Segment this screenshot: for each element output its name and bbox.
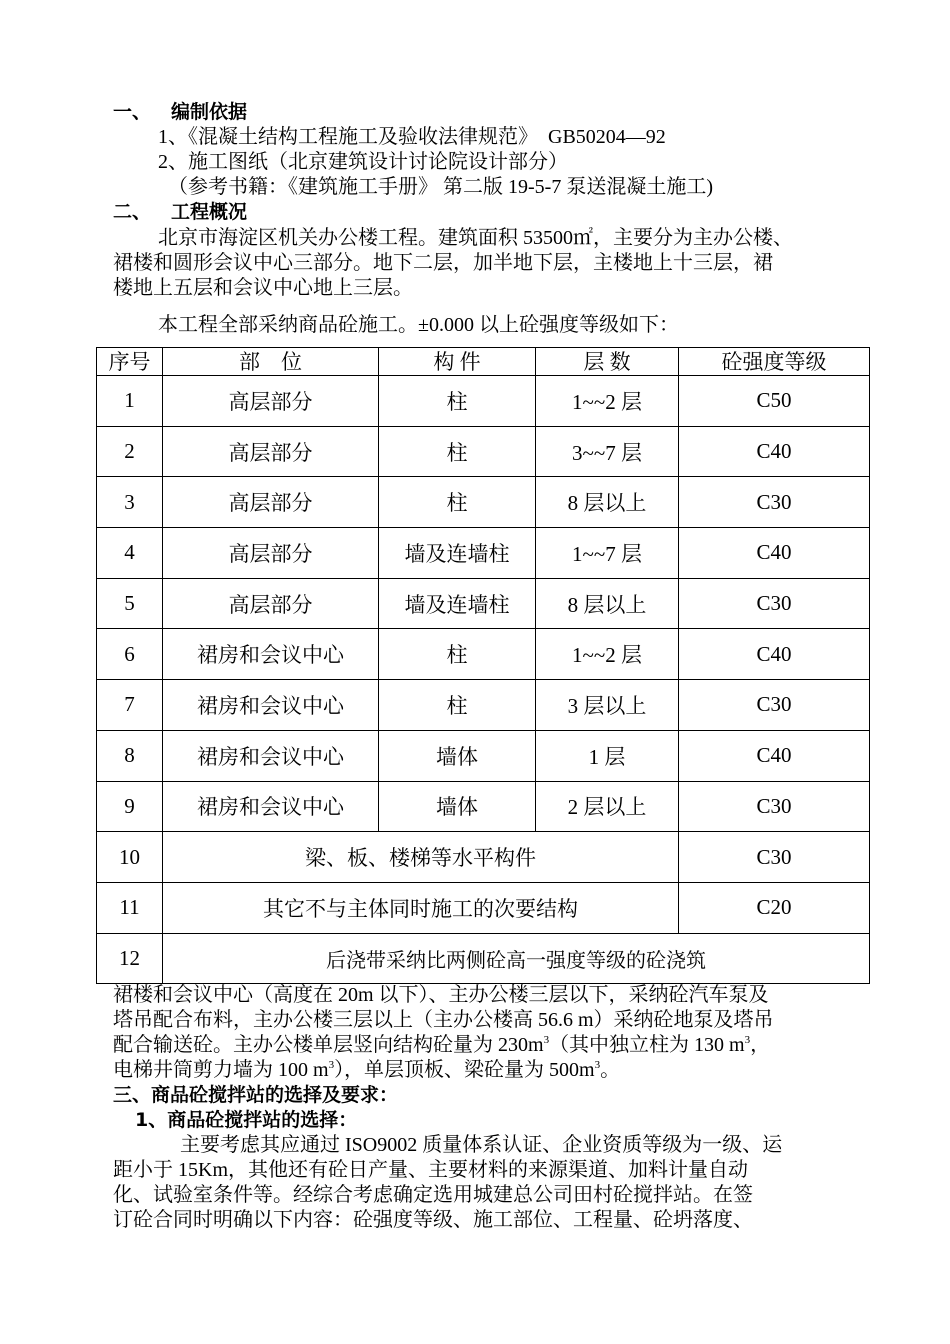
section-3-heading: 三、商品砼搅拌站的选择及要求： [113, 1084, 399, 1106]
plant-line-1: 主要考虑其应通过 ISO9002 质量体系认证、企业资质等级为一级、运 [180, 1134, 783, 1156]
pumping-line-4-b: ），单层顶板、梁砼量为 500m [334, 1059, 595, 1081]
cell-floors: 1~~7 层 [536, 528, 679, 579]
table-row [97, 781, 870, 832]
section-1-number: 一、 [113, 101, 152, 123]
table-row [97, 730, 870, 781]
cell-floors: 1~~2 层 [536, 376, 679, 427]
cell-no: 9 [97, 781, 163, 832]
cell-floors: 1~~2 层 [536, 629, 679, 680]
cell-no: 12 [97, 933, 163, 984]
overview-line-1: 北京市海淀区机关办公楼工程。建筑面积 53500㎡，主要分为主办公楼、 [158, 227, 793, 249]
cell-no: 1 [97, 376, 163, 427]
table-header-row [97, 348, 870, 376]
cell-no: 11 [97, 882, 163, 933]
plant-line-2: 距小于 15Km，其他还有砼日产量、主要材料的来源渠道、加料计量自动 [113, 1159, 748, 1181]
cell-grade: C20 [679, 882, 870, 933]
cell-no: 4 [97, 528, 163, 579]
superscript-3: 3 [543, 1034, 550, 1046]
cell-member: 墙及连墙柱 [379, 528, 536, 579]
pumping-line-3-a: 配合输送砼。主办公楼单层竖向结构砼量为 230m [113, 1034, 544, 1056]
table-row [97, 578, 870, 629]
reference-item-2: 2、施工图纸（北京建筑设计讨论院设计部分） [158, 151, 568, 173]
cell-part: 裙房和会议中心 [163, 629, 379, 680]
table-row [97, 680, 870, 731]
cell-grade: C30 [679, 578, 870, 629]
section-2-number: 二、 [113, 201, 152, 223]
plant-line-3: 化、试验室条件等。经综合考虑确定选用城建总公司田村砼搅拌站。在签 [113, 1184, 753, 1206]
superscript-3: 3 [744, 1034, 751, 1046]
header-part: 部 位 [163, 348, 379, 376]
cell-part: 裙房和会议中心 [163, 680, 379, 731]
cell-part: 高层部分 [163, 426, 379, 477]
table-row [97, 528, 870, 579]
cell-grade: C40 [679, 629, 870, 680]
cell-member: 柱 [379, 629, 536, 680]
section-2-heading [113, 200, 247, 224]
cell-part: 高层部分 [163, 528, 379, 579]
cell-member: 柱 [379, 376, 536, 427]
cell-member: 柱 [379, 426, 536, 477]
reference-item-3: （参考书籍：《建筑施工手册》 第二版 19-5-7 泵送混凝土施工) [168, 176, 713, 198]
reference-item-1: 1、《混凝土结构工程施工及验收法律规范》 GB50204—92 [158, 126, 666, 148]
pumping-line-2: 塔吊配合布料，主办公楼三层以上（主办公楼高 56.6 m）采纳砼地泵及塔吊 [113, 1009, 774, 1031]
cell-part: 高层部分 [163, 477, 379, 528]
pumping-line-4-a: 电梯井筒剪力墙为 100 m [113, 1059, 329, 1081]
overview-line-2: 裙楼和圆形会议中心三部分。地下二层，加半地下层，主楼地上十三层，裙 [113, 252, 773, 274]
plant-line-4: 订砼合同时明确以下内容：砼强度等级、施工部位、工程量、砼坍落度、 [113, 1209, 753, 1231]
header-no: 序号 [97, 348, 163, 376]
section-2-title: 工程概况 [171, 201, 248, 223]
table-row-merged [97, 882, 870, 933]
pumping-line-3-c: ， [750, 1034, 771, 1056]
cell-note: 后浇带采纳比两侧砼高一强度等级的砼浇筑 [163, 933, 870, 984]
section-1-heading [113, 100, 247, 124]
section-3-subheading: 1、商品砼搅拌站的选择： [135, 1109, 358, 1131]
header-grade: 砼强度等级 [679, 348, 870, 376]
pumping-line-3-b: （其中独立柱为 130 m [549, 1034, 745, 1056]
table-row [97, 426, 870, 477]
cell-floors: 3~~7 层 [536, 426, 679, 477]
cell-part: 裙房和会议中心 [163, 730, 379, 781]
cell-grade: C40 [679, 730, 870, 781]
cell-no: 3 [97, 477, 163, 528]
cell-member: 墙体 [379, 730, 536, 781]
table-row [97, 477, 870, 528]
header-member: 构 件 [379, 348, 536, 376]
cell-member: 柱 [379, 680, 536, 731]
cell-grade: C30 [679, 832, 870, 883]
cell-part: 高层部分 [163, 578, 379, 629]
cell-grade: C40 [679, 528, 870, 579]
cell-floors: 3 层以上 [536, 680, 679, 731]
cell-member: 墙及连墙柱 [379, 578, 536, 629]
cell-no: 2 [97, 426, 163, 477]
cell-no: 8 [97, 730, 163, 781]
table-row [97, 376, 870, 427]
cell-floors: 8 层以上 [536, 578, 679, 629]
section-1-title: 编制依据 [171, 101, 248, 123]
cell-desc: 其它不与主体同时施工的次要结构 [163, 882, 679, 933]
cell-floors: 8 层以上 [536, 477, 679, 528]
pumping-line-4-c: 。 [600, 1059, 621, 1081]
pumping-line-1: 裙楼和会议中心（高度在 20m 以下）、主办公楼三层以下，采纳砼汽车泵及 [113, 984, 769, 1006]
table-row [97, 629, 870, 680]
cell-member: 柱 [379, 477, 536, 528]
cell-no: 5 [97, 578, 163, 629]
grade-intro: 本工程全部采纳商品砼施工。±0.000 以上砼强度等级如下： [158, 314, 679, 336]
cell-grade: C40 [679, 426, 870, 477]
cell-floors: 1 层 [536, 730, 679, 781]
concrete-grade-table [96, 347, 870, 984]
cell-grade: C30 [679, 477, 870, 528]
table-row-merged [97, 832, 870, 883]
header-floors: 层 数 [536, 348, 679, 376]
superscript-3: 3 [594, 1059, 601, 1071]
pumping-line-3 [113, 1033, 770, 1057]
cell-floors: 2 层以上 [536, 781, 679, 832]
cell-grade: C30 [679, 781, 870, 832]
cell-part: 裙房和会议中心 [163, 781, 379, 832]
cell-no: 7 [97, 680, 163, 731]
cell-grade: C30 [679, 680, 870, 731]
cell-part: 高层部分 [163, 376, 379, 427]
cell-no: 6 [97, 629, 163, 680]
cell-no: 10 [97, 832, 163, 883]
cell-desc: 梁、板、楼梯等水平构件 [163, 832, 679, 883]
cell-grade: C50 [679, 376, 870, 427]
table-row-note [97, 933, 870, 984]
cell-member: 墙体 [379, 781, 536, 832]
overview-line-3: 楼地上五层和会议中心地上三层。 [113, 277, 413, 299]
pumping-line-4 [113, 1058, 620, 1082]
superscript-3: 3 [328, 1059, 335, 1071]
